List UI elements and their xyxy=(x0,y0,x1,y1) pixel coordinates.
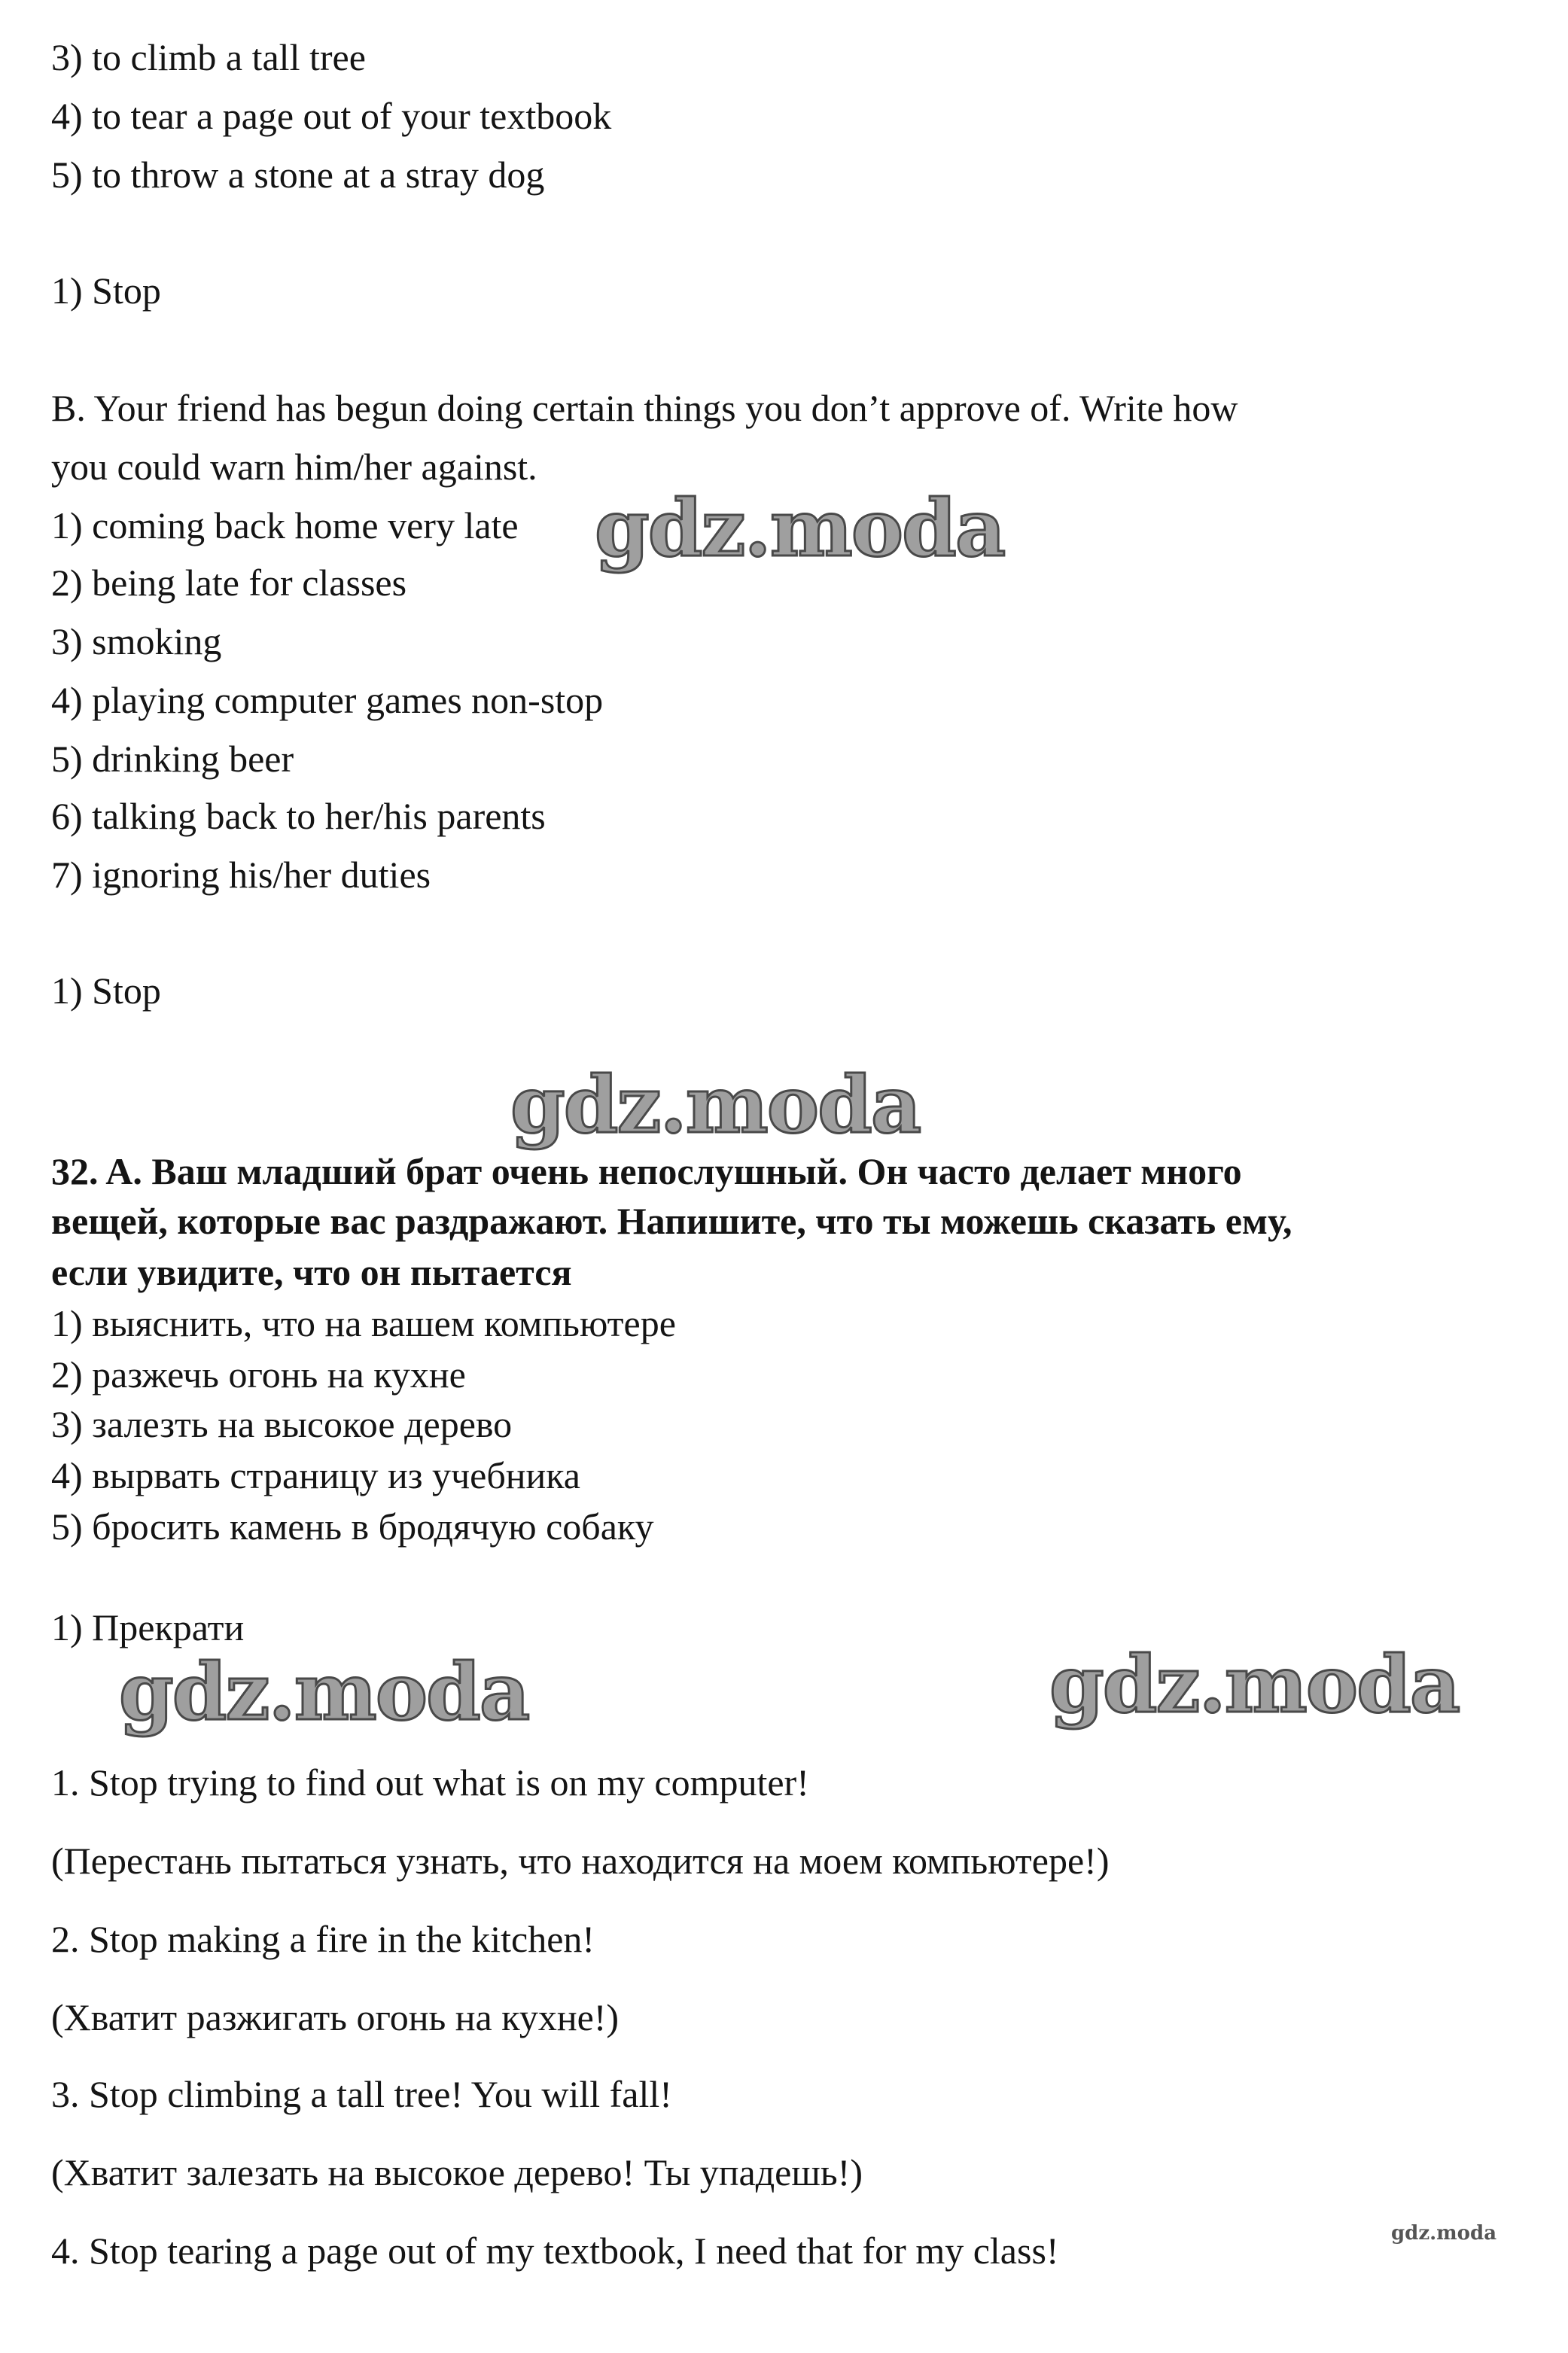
text-line: you could warn him/her against. xyxy=(51,446,537,488)
text-line: 5) to throw a stone at a stray dog xyxy=(51,154,545,196)
text-line: 1) Stop xyxy=(51,970,161,1012)
answer-line: 3. Stop climbing a tall tree! You will fall! xyxy=(51,2073,672,2115)
watermark: gdz.moda xyxy=(119,1645,529,1738)
text-line: 2) разжечь огонь на кухне xyxy=(51,1353,466,1396)
text-line: 1) coming back home very late xyxy=(51,504,519,546)
answer-line: 4. Stop tearing a page out of my textbook, I need that for my class! xyxy=(51,2230,1059,2272)
text-line: 3) to climb a tall tree xyxy=(51,36,366,78)
translation-line: (Хватит разжигать огонь на кухне!) xyxy=(51,1996,620,2038)
watermark: gdz.moda xyxy=(595,482,1005,574)
text-line: 3) smoking xyxy=(51,620,222,662)
answer-line: 1. Stop trying to find out what is on my computer! xyxy=(51,1761,809,1804)
text-line: B. Your friend has begun doing certain things you don’t approve of. Write how xyxy=(51,387,1238,429)
task-heading-line: если увидите, что он пытается xyxy=(51,1251,572,1293)
text-line: 4) вырвать страницу из учебника xyxy=(51,1454,581,1496)
translation-line: (Хватит залезать на высокое дерево! Ты упадешь!) xyxy=(51,2151,863,2193)
text-line: 1) Stop xyxy=(51,269,161,312)
answer-line: 2. Stop making a fire in the kitchen! xyxy=(51,1918,595,1960)
text-line: 1) Прекрати xyxy=(51,1606,245,1648)
watermark: gdz.moda xyxy=(1049,1638,1460,1731)
watermark-small: gdz.moda xyxy=(1391,2222,1497,2245)
text-line: 4) playing computer games non-stop xyxy=(51,679,604,721)
task-heading-line: 32. A. Ваш младший брат очень непослушный. Он часто делает много xyxy=(51,1150,1242,1192)
text-line: 7) ignoring his/her duties xyxy=(51,854,431,896)
text-line: 1) выяснить, что на вашем компьютере xyxy=(51,1302,676,1344)
translation-line: (Перестань пытаться узнать, что находится на моем компьютере!) xyxy=(51,1840,1110,1882)
text-line: 6) talking back to her/his parents xyxy=(51,795,546,837)
text-line: 2) being late for classes xyxy=(51,562,407,604)
task-heading-line: вещей, которые вас раздражают. Напишите, что ты можешь сказать ему, xyxy=(51,1200,1292,1242)
text-line: 5) бросить камень в бродячую собаку xyxy=(51,1505,654,1548)
text-line: 3) залезть на высокое дерево xyxy=(51,1403,513,1445)
text-line: 5) drinking beer xyxy=(51,738,294,780)
watermark: gdz.moda xyxy=(510,1058,921,1151)
text-line: 4) to tear a page out of your textbook xyxy=(51,95,612,137)
